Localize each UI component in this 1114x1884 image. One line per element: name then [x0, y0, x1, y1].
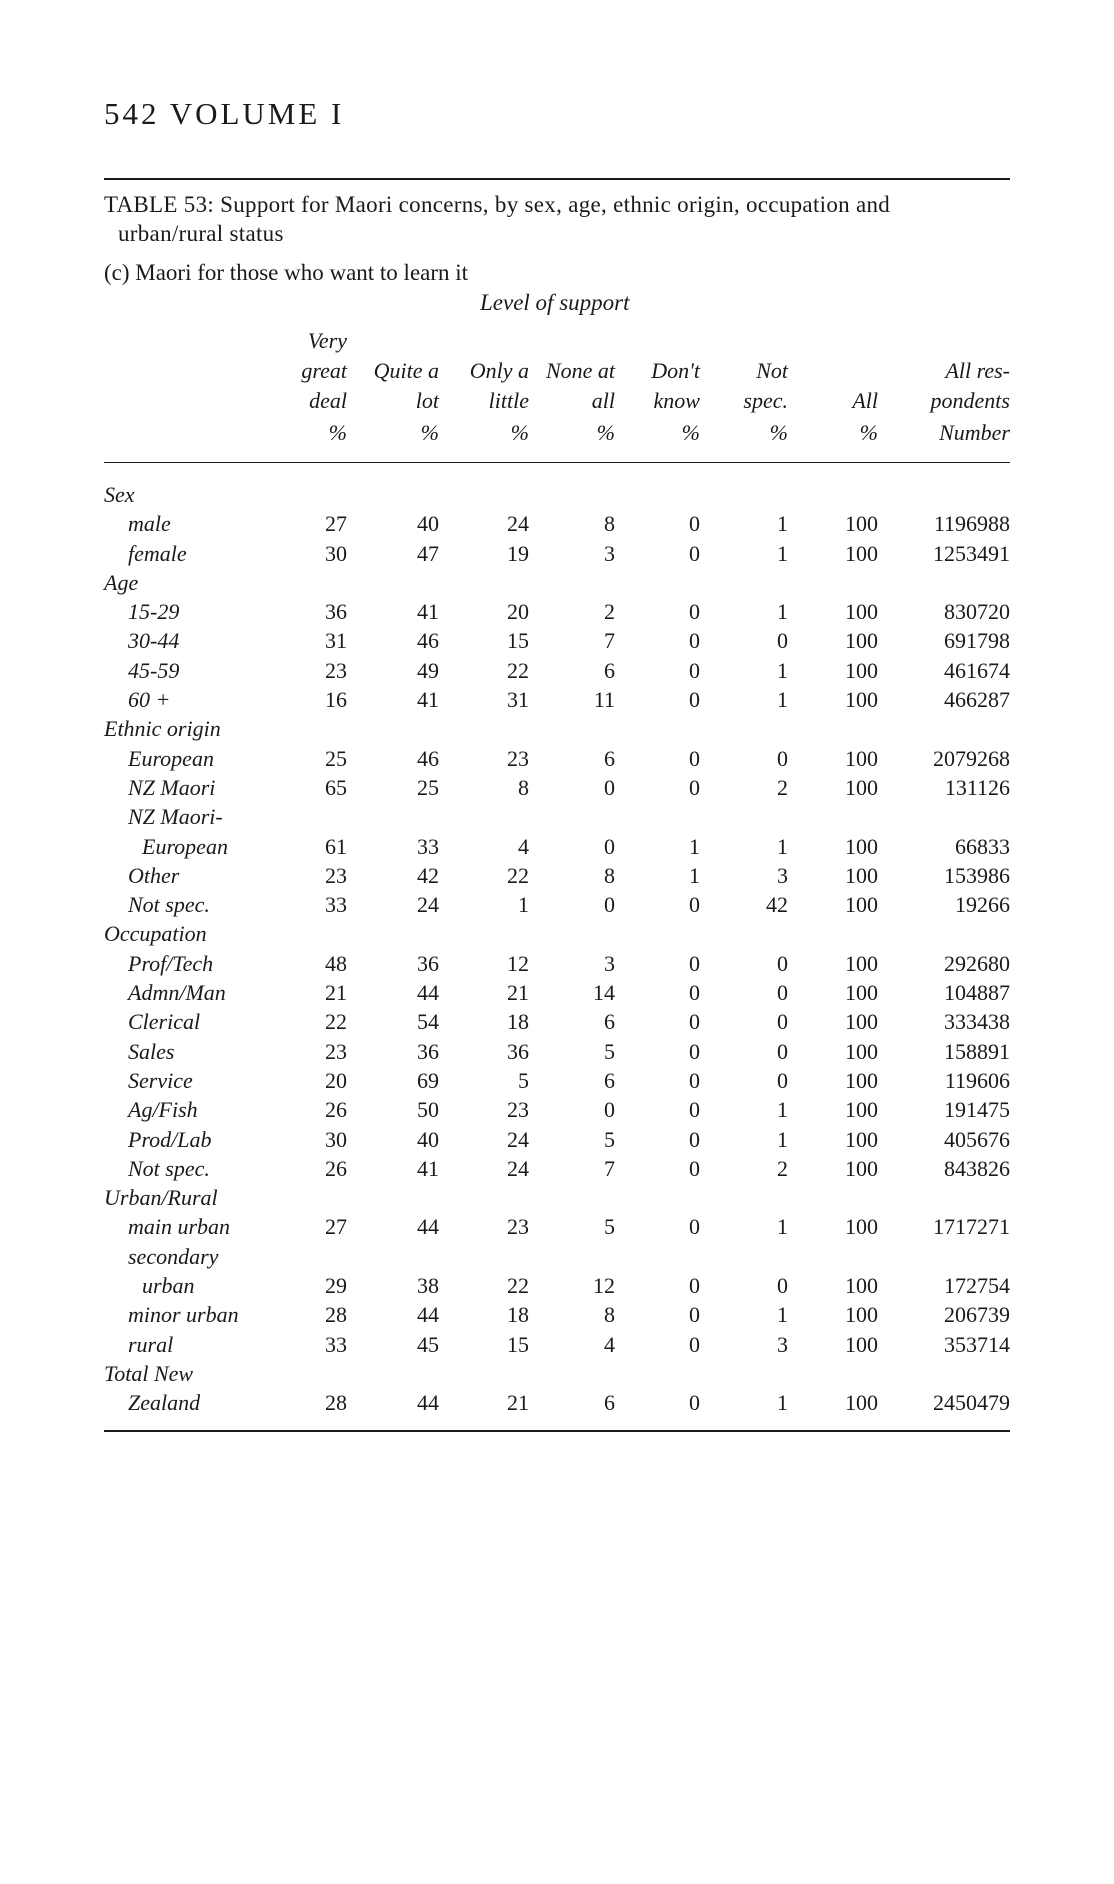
table-cell: 100: [845, 950, 878, 976]
table-cell: 18: [507, 1009, 529, 1035]
table-cell: 6: [604, 1390, 615, 1416]
row-label: Sex: [104, 482, 135, 507]
row-label: Not spec.: [128, 892, 210, 918]
table-cell: 0: [689, 1067, 700, 1093]
table-cell: 65: [325, 774, 347, 800]
table-cell: 691798: [944, 628, 1010, 654]
table-cell: 3: [777, 862, 788, 888]
row-label: minor urban: [128, 1302, 239, 1328]
table-cell: 19266: [955, 892, 1010, 918]
table-cell: 153986: [944, 862, 1010, 888]
column-header: Only a little: [469, 358, 529, 413]
table-row: [104, 832, 1010, 861]
table-cell: 41: [417, 1155, 439, 1181]
row-label: NZ Maori-: [128, 804, 223, 830]
table-cell: 23: [325, 862, 347, 888]
table-cell: 0: [689, 1009, 700, 1035]
row-label: Sales: [128, 1038, 175, 1064]
table-cell: 1: [777, 833, 788, 859]
table-cell: 6: [604, 745, 615, 771]
table-cell: 100: [845, 1273, 878, 1299]
group-header-row: [104, 714, 1010, 743]
table-cell: 8: [604, 511, 615, 537]
table-cell: 0: [777, 1273, 788, 1299]
table-row: [104, 539, 1010, 568]
table-cell: 100: [845, 774, 878, 800]
table-cell: 27: [325, 1214, 347, 1240]
table-cell: 27: [325, 511, 347, 537]
table-cell: 45: [417, 1331, 439, 1357]
table-cell: 0: [689, 1302, 700, 1328]
table-cell: 6: [604, 1009, 615, 1035]
table-row: [104, 1271, 1010, 1300]
column-unit: %: [510, 420, 529, 445]
table-cell: 2079268: [933, 745, 1010, 771]
table-cell: 353714: [944, 1331, 1010, 1357]
table-cell: 3: [777, 1331, 788, 1357]
table-cell: 0: [689, 1155, 700, 1181]
table-cell: 100: [845, 687, 878, 713]
table-row: [104, 1037, 1010, 1066]
table-row: [104, 1066, 1010, 1095]
table-cell: 21: [325, 980, 347, 1006]
level-of-support-header: Level of support: [480, 290, 630, 315]
table-cell: 1717271: [933, 1214, 1010, 1240]
row-label: secondary: [128, 1243, 219, 1269]
table-cell: 0: [604, 774, 615, 800]
table-cell: 44: [417, 980, 439, 1006]
table-cell: 38: [417, 1273, 439, 1299]
table-cell: 0: [689, 1331, 700, 1357]
table-cell: 131126: [944, 774, 1010, 800]
column-header: Don't know: [651, 358, 700, 413]
row-label: Not spec.: [128, 1155, 210, 1181]
group-header-row: [104, 568, 1010, 597]
table-cell: 33: [417, 833, 439, 859]
row-label: Total New: [104, 1360, 194, 1386]
row-label: Other: [128, 862, 180, 888]
table-cell: 24: [507, 1155, 529, 1181]
table-cell: 206739: [944, 1302, 1010, 1328]
data-table: [104, 480, 1010, 1418]
table-cell: 1: [777, 687, 788, 713]
table-cell: 100: [845, 1097, 878, 1123]
table-cell: 46: [417, 628, 439, 654]
table-cell: 11: [593, 687, 615, 713]
row-label: Urban/Rural: [104, 1185, 218, 1211]
table-cell: 100: [845, 511, 878, 537]
table-cell: 0: [777, 980, 788, 1006]
table-row: [104, 509, 1010, 538]
row-label: Admn/Man: [128, 980, 226, 1006]
table-row: [104, 626, 1010, 655]
table-cell: 41: [417, 599, 439, 625]
table-row: [104, 861, 1010, 890]
table-caption: [104, 190, 1010, 248]
table-cell: 15: [507, 628, 529, 654]
table-cell: 54: [417, 1009, 439, 1035]
table-cell: 0: [777, 1067, 788, 1093]
table-cell: 0: [689, 657, 700, 683]
group-header-row: [104, 1183, 1010, 1212]
table-row: [104, 949, 1010, 978]
table-cell: 830720: [944, 599, 1010, 625]
row-label: Ag/Fish: [128, 1097, 198, 1123]
table-cell: 100: [845, 1009, 878, 1035]
row-label: European: [128, 745, 214, 771]
table-cell: 12: [507, 950, 529, 976]
table-cell: 25: [325, 745, 347, 771]
column-unit: %: [859, 420, 878, 445]
running-head: 542 VOLUME I: [104, 96, 345, 131]
table-cell: 8: [518, 774, 529, 800]
table-cell: 0: [604, 892, 615, 918]
table-row: [104, 744, 1010, 773]
table-cell: 0: [689, 1038, 700, 1064]
table-cell: 4: [518, 833, 529, 859]
row-label: NZ Maori: [128, 774, 216, 800]
table-cell: 405676: [944, 1126, 1010, 1152]
group-header-row: [104, 919, 1010, 948]
row-label: main urban: [128, 1214, 231, 1240]
table-cell: 119606: [944, 1067, 1010, 1093]
table-cell: 36: [325, 599, 347, 625]
table-cell: 44: [417, 1214, 439, 1240]
row-label: Service: [128, 1067, 193, 1093]
table-cell: 5: [604, 1126, 615, 1152]
table-cell: 0: [689, 1273, 700, 1299]
table-cell: 28: [325, 1390, 347, 1416]
table-cell: 1: [777, 657, 788, 683]
table-cell: 0: [689, 774, 700, 800]
table-cell: 23: [325, 657, 347, 683]
column-unit: %: [328, 420, 347, 445]
table-cell: 26: [325, 1097, 347, 1123]
table-cell: 22: [507, 1273, 529, 1299]
table-cell: 47: [417, 540, 439, 566]
column-unit: %: [769, 420, 788, 445]
row-label: European: [142, 833, 228, 859]
table-cell: 333438: [944, 1009, 1010, 1035]
table-cell: 31: [507, 687, 529, 713]
table-cell: 1: [777, 599, 788, 625]
table-cell: 1: [518, 892, 529, 918]
table-cell: 0: [604, 1097, 615, 1123]
column-unit: %: [596, 420, 615, 445]
table-cell: 23: [325, 1038, 347, 1064]
table-cell: 0: [777, 1038, 788, 1064]
table-cell: 40: [417, 511, 439, 537]
table-cell: 16: [325, 687, 347, 713]
column-header: Not spec.: [743, 358, 788, 413]
table-cell: 3: [604, 540, 615, 566]
table-cell: 22: [507, 657, 529, 683]
table-cell: 0: [689, 687, 700, 713]
table-cell: 7: [604, 628, 615, 654]
table-cell: 100: [845, 745, 878, 771]
row-label: male: [128, 511, 171, 537]
table-cell: 0: [689, 599, 700, 625]
table-cell: 0: [689, 628, 700, 654]
table-cell: 6: [604, 657, 615, 683]
table-cell: 100: [845, 599, 878, 625]
row-label: 30-44: [128, 628, 180, 654]
table-cell: 0: [689, 1214, 700, 1240]
table-cell: 158891: [944, 1038, 1010, 1064]
table-row: [104, 1125, 1010, 1154]
table-cell: 100: [845, 862, 878, 888]
table-cell: 100: [845, 1331, 878, 1357]
table-cell: 23: [507, 745, 529, 771]
table-cell: 30: [325, 1126, 347, 1152]
table-cell: 41: [417, 687, 439, 713]
row-label: Prod/Lab: [128, 1126, 212, 1152]
table-cell: 36: [507, 1038, 529, 1064]
column-unit: %: [420, 420, 439, 445]
table-cell: 6: [604, 1067, 615, 1093]
table-cell: 0: [689, 950, 700, 976]
column-unit: %: [681, 420, 700, 445]
table-cell: 26: [325, 1155, 347, 1181]
table-cell: 66833: [955, 833, 1010, 859]
table-cell: 1: [777, 1126, 788, 1152]
table-cell: 1: [689, 833, 700, 859]
table-cell: 49: [417, 657, 439, 683]
table-cell: 18: [507, 1302, 529, 1328]
table-cell: 843826: [944, 1155, 1010, 1181]
table-cell: 25: [417, 774, 439, 800]
table-row: [104, 1242, 1010, 1271]
table-cell: 15: [507, 1331, 529, 1357]
table-cell: 5: [604, 1214, 615, 1240]
table-cell: 36: [417, 950, 439, 976]
table-cell: 172754: [944, 1273, 1010, 1299]
table-cell: 20: [325, 1067, 347, 1093]
table-cell: 100: [845, 1390, 878, 1416]
table-cell: 33: [325, 1331, 347, 1357]
table-cell: 33: [325, 892, 347, 918]
table-cell: 24: [417, 892, 439, 918]
table-row: [104, 978, 1010, 1007]
table-cell: 0: [689, 980, 700, 1006]
table-cell: 36: [417, 1038, 439, 1064]
table-cell: 0: [689, 1390, 700, 1416]
table-row: [104, 1330, 1010, 1359]
row-label: rural: [128, 1331, 174, 1357]
table-cell: 23: [507, 1214, 529, 1240]
table-cell: 1196988: [933, 511, 1010, 537]
table-cell: 0: [777, 950, 788, 976]
table-cell: 19: [507, 540, 529, 566]
table-row: [104, 1095, 1010, 1124]
table-row: [104, 1300, 1010, 1329]
row-label: Prof/Tech: [128, 950, 214, 976]
table-cell: 28: [325, 1302, 347, 1328]
table-cell: 1: [689, 862, 700, 888]
table-subcaption: (c) Maori for those who want to learn it: [104, 260, 469, 285]
table-cell: 50: [417, 1097, 439, 1123]
table-cell: 0: [689, 1097, 700, 1123]
caption-line-2: urban/rural status: [118, 221, 284, 246]
table-cell: 29: [325, 1273, 347, 1299]
table-cell: 31: [325, 628, 347, 654]
table-row: [104, 1154, 1010, 1183]
row-label: urban: [142, 1273, 195, 1299]
table-cell: 4: [604, 1331, 615, 1357]
table-row: [104, 656, 1010, 685]
table-cell: 22: [507, 862, 529, 888]
table-row: [104, 685, 1010, 714]
table-cell: 461674: [944, 657, 1010, 683]
table-cell: 100: [845, 1155, 878, 1181]
table-cell: 7: [604, 1155, 615, 1181]
table-cell: 12: [593, 1273, 615, 1299]
table-cell: 30: [325, 540, 347, 566]
group-header-row: [104, 1359, 1010, 1388]
table-cell: 21: [507, 1390, 529, 1416]
table-cell: 44: [417, 1302, 439, 1328]
column-header: Very great deal: [301, 328, 347, 413]
table-cell: 40: [417, 1126, 439, 1152]
table-cell: 0: [689, 511, 700, 537]
table-cell: 14: [593, 980, 615, 1006]
table-cell: 100: [845, 1038, 878, 1064]
column-header: None at all: [545, 358, 615, 413]
table-cell: 24: [507, 1126, 529, 1152]
table-cell: 46: [417, 745, 439, 771]
column-unit: Number: [939, 420, 1010, 445]
table-row: [104, 1212, 1010, 1241]
table-cell: 100: [845, 540, 878, 566]
table-cell: 292680: [944, 950, 1010, 976]
table-cell: 0: [689, 540, 700, 566]
table-cell: 2: [777, 1155, 788, 1181]
table-cell: 100: [845, 657, 878, 683]
table-cell: 5: [604, 1038, 615, 1064]
column-header: Quite a lot: [373, 358, 439, 413]
table-cell: 100: [845, 1302, 878, 1328]
table-cell: 100: [845, 1067, 878, 1093]
row-label: Clerical: [128, 1009, 201, 1035]
table-cell: 104887: [944, 980, 1010, 1006]
row-label: Occupation: [104, 921, 207, 947]
table-cell: 0: [777, 745, 788, 771]
table-cell: 100: [845, 628, 878, 654]
table-cell: 2: [777, 774, 788, 800]
table-cell: 2: [604, 599, 615, 625]
table-cell: 22: [325, 1009, 347, 1035]
table-cell: 466287: [944, 687, 1010, 713]
table-cell: 42: [417, 862, 439, 888]
table-cell: 1253491: [933, 540, 1010, 566]
column-header: All: [852, 388, 878, 413]
table-cell: 0: [604, 833, 615, 859]
table-cell: 44: [417, 1390, 439, 1416]
table-row: [104, 1007, 1010, 1036]
table-cell: 100: [845, 1126, 878, 1152]
table-cell: 0: [777, 628, 788, 654]
table-cell: 1: [777, 511, 788, 537]
table-cell: 100: [845, 833, 878, 859]
table-cell: 0: [689, 745, 700, 771]
table-cell: 42: [766, 892, 788, 918]
table-row: [104, 773, 1010, 802]
table-cell: 1: [777, 1302, 788, 1328]
table-row: [104, 597, 1010, 626]
table-cell: 1: [777, 1214, 788, 1240]
table-row: [104, 1388, 1010, 1417]
table-cell: 191475: [944, 1097, 1010, 1123]
table-cell: 48: [325, 950, 347, 976]
row-label: Zealand: [128, 1390, 201, 1416]
table-cell: 5: [518, 1067, 529, 1093]
table-cell: 100: [845, 1214, 878, 1240]
table-cell: 0: [689, 892, 700, 918]
table-cell: 0: [777, 1009, 788, 1035]
table-cell: 24: [507, 511, 529, 537]
group-header-row: [104, 480, 1010, 509]
table-cell: 2450479: [933, 1390, 1010, 1416]
top-rule: [104, 178, 1010, 180]
header-rule: [104, 462, 1010, 463]
bottom-rule: [104, 1430, 1010, 1432]
table-cell: 1: [777, 540, 788, 566]
row-label: 45-59: [128, 657, 180, 683]
row-label: Age: [104, 569, 139, 595]
row-label: 60 +: [128, 687, 171, 713]
table-cell: 100: [845, 892, 878, 918]
row-label: female: [128, 540, 187, 566]
table-cell: 20: [507, 599, 529, 625]
table-cell: 21: [507, 980, 529, 1006]
row-label: 15-29: [128, 599, 180, 625]
table-cell: 8: [604, 1302, 615, 1328]
caption-line-1: TABLE 53: Support for Maori concerns, by sex, age, ethnic origin, occupation and: [104, 192, 891, 217]
table-row: [104, 890, 1010, 919]
table-cell: 1: [777, 1390, 788, 1416]
table-cell: 69: [417, 1067, 439, 1093]
table-cell: 61: [325, 833, 347, 859]
table-cell: 8: [604, 862, 615, 888]
table-cell: 23: [507, 1097, 529, 1123]
column-header: All res- pondents: [930, 358, 1010, 413]
table-cell: 100: [845, 980, 878, 1006]
row-label: Ethnic origin: [104, 716, 221, 742]
table-cell: 3: [604, 950, 615, 976]
table-row: [104, 802, 1010, 831]
table-cell: 1: [777, 1097, 788, 1123]
table-cell: 0: [689, 1126, 700, 1152]
